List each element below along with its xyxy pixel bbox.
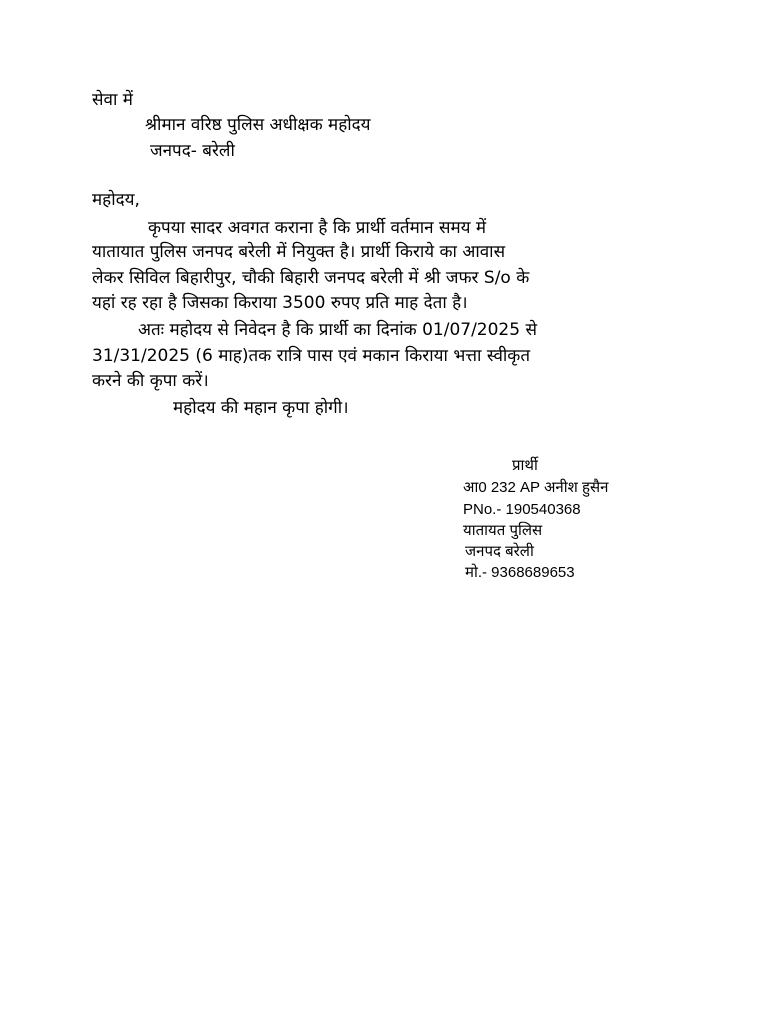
recipient-district: जनपद- बरेली [150, 141, 235, 161]
body-line-5: अतः महोदय से निवेदन है कि प्रार्थी का दिनांक 01/07/2025 से [138, 320, 537, 340]
body-line-7: करने की कृपा करें। [92, 371, 209, 391]
salutation-to: सेवा में [92, 90, 133, 110]
body-line-4: यहां रह रहा है जिसका किराया 3500 रुपए प्रति माह देता है। [92, 293, 468, 313]
signature-pno: PNo.- 190540368 [463, 501, 581, 518]
greeting: महोदय, [92, 190, 140, 210]
body-line-6: 31/31/2025 (6 माह)तक रात्रि पास एवं मकान किराया भत्ता स्वीकृत [92, 346, 531, 366]
signature-name: आ0 232 AP अनीश हुसैन [463, 479, 609, 496]
signature-district: जनपद बरेली [465, 543, 534, 560]
body-line-3: लेकर सिविल बिहारीपुर, चौकी बिहारी जनपद बरेली में श्री जफर S/o के [92, 268, 530, 288]
signature-mobile: मो.- 9368689653 [465, 564, 575, 581]
body-line-1: कृपया सादर अवगत कराना है कि प्रार्थी वर्तमान समय में [148, 218, 487, 238]
closing-line: महोदय की महान कृपा होगी। [173, 398, 349, 418]
signature-department: यातायत पुलिस [463, 522, 543, 539]
signature-heading: प्रार्थी [512, 457, 538, 474]
recipient-title: श्रीमान वरिष्ठ पुलिस अधीक्षक महोदय [145, 115, 371, 135]
body-line-2: यातायात पुलिस जनपद बरेली में नियुक्त है। प्रार्थी किराये का आवास [92, 242, 506, 262]
